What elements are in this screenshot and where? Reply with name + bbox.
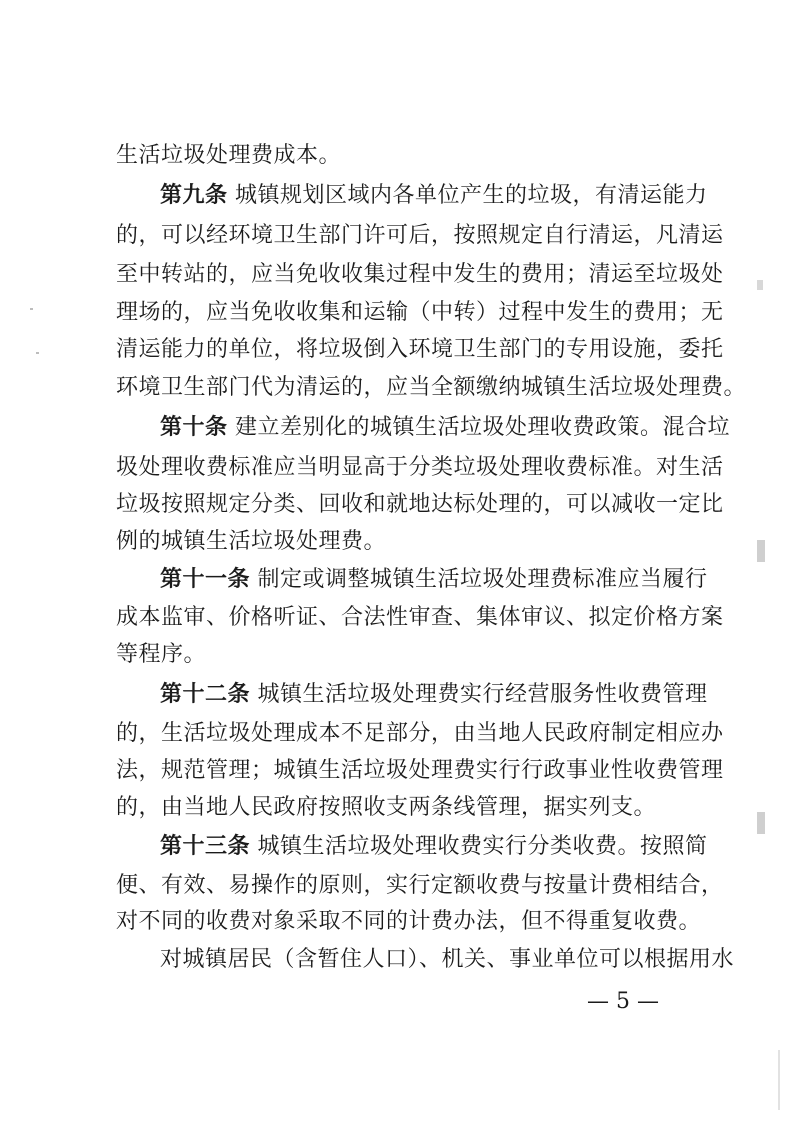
line-text: 例的城镇生活垃圾处理费。 (116, 529, 387, 554)
line-text: 城镇生活垃圾处理收费实行分类收费。按照简 (250, 834, 708, 859)
line-text: 对不同的收费对象采取不同的计费办法，但不得重复收费。 (116, 909, 702, 934)
line-text: 的，生活垃圾处理成本不足部分，由当地人民政府制定相应办 (116, 721, 724, 746)
line-text: 垃圾按照规定分类、回收和就地达标处理的，可以减收一定比 (116, 492, 724, 517)
scan-speck (30, 308, 33, 310)
text-line (116, 489, 724, 520)
text-line (160, 679, 708, 710)
text-line (116, 602, 724, 633)
line-text: 城镇生活垃圾处理费实行经营服务性收费管理 (250, 682, 708, 707)
line-text: 生活垃圾处理费成本。 (116, 143, 342, 168)
line-text: 对城镇居民（含暂住人口）、机关、事业单位可以根据用水 (160, 947, 735, 972)
text-line (116, 140, 341, 171)
scan-speck (36, 352, 39, 354)
line-text: 的，可以经环境卫生部门许可后，按照规定自行清运，凡清运 (116, 223, 724, 248)
line-text: 法，规范管理；城镇生活垃圾处理费实行行政事业性收费管理 (116, 758, 724, 783)
line-text: 的，由当地人民政府按照收支两条线管理，据实列支。 (116, 795, 657, 820)
text-line (116, 334, 724, 365)
line-text: 成本监审、价格听证、合法性审查、集体审议、拟定价格方案 (116, 605, 724, 630)
line-text: 建立差别化的城镇生活垃圾处理收费政策。混合垃 (227, 415, 731, 440)
article-heading: 第十二条 (160, 681, 251, 707)
line-text: 环境卫生部门代为清运的，应当全额缴纳城镇生活垃圾处理费。 (116, 375, 747, 400)
article-heading: 第十条 (160, 414, 228, 440)
line-text: 理场的，应当免收收集和运输（中转）过程中发生的费用；无 (116, 300, 724, 325)
text-line (116, 259, 724, 290)
text-line (116, 906, 701, 937)
scan-speck (757, 540, 765, 562)
line-text: 圾处理收费标准应当明显高于分类垃圾处理收费标准。对生活 (116, 455, 724, 480)
text-line (116, 372, 746, 403)
scan-speck (778, 1050, 780, 1110)
text-line (160, 944, 734, 975)
article-heading: 第十一条 (160, 566, 251, 592)
text-line (116, 297, 724, 328)
page-number: — 5 — (587, 989, 659, 1014)
scan-speck (757, 812, 765, 834)
line-text: 制定或调整城镇生活垃圾处理费标准应当履行 (250, 567, 708, 592)
text-line (116, 639, 206, 670)
text-line (160, 831, 708, 862)
text-line (116, 220, 724, 251)
line-text: 城镇规划区域内各单位产生的垃圾，有清运能力 (227, 183, 708, 208)
article-heading: 第十三条 (160, 833, 251, 859)
text-line (116, 452, 724, 483)
line-text: 至中转站的，应当免收收集过程中发生的费用；清运至垃圾处 (116, 262, 724, 287)
text-line (116, 526, 386, 557)
scan-speck (757, 280, 763, 290)
text-line (116, 792, 656, 823)
line-text: 便、有效、易操作的原则，实行定额收费与按量计费相结合， (116, 873, 724, 898)
text-line (116, 718, 724, 749)
text-line (160, 412, 730, 443)
line-text: 清运能力的单位，将垃圾倒入环境卫生部门的专用设施，委托 (116, 337, 724, 362)
line-text: 等程序。 (116, 642, 207, 667)
text-line (116, 755, 724, 786)
article-heading: 第九条 (160, 182, 228, 208)
text-line (116, 870, 724, 901)
text-line (160, 180, 708, 211)
text-line (160, 564, 708, 595)
